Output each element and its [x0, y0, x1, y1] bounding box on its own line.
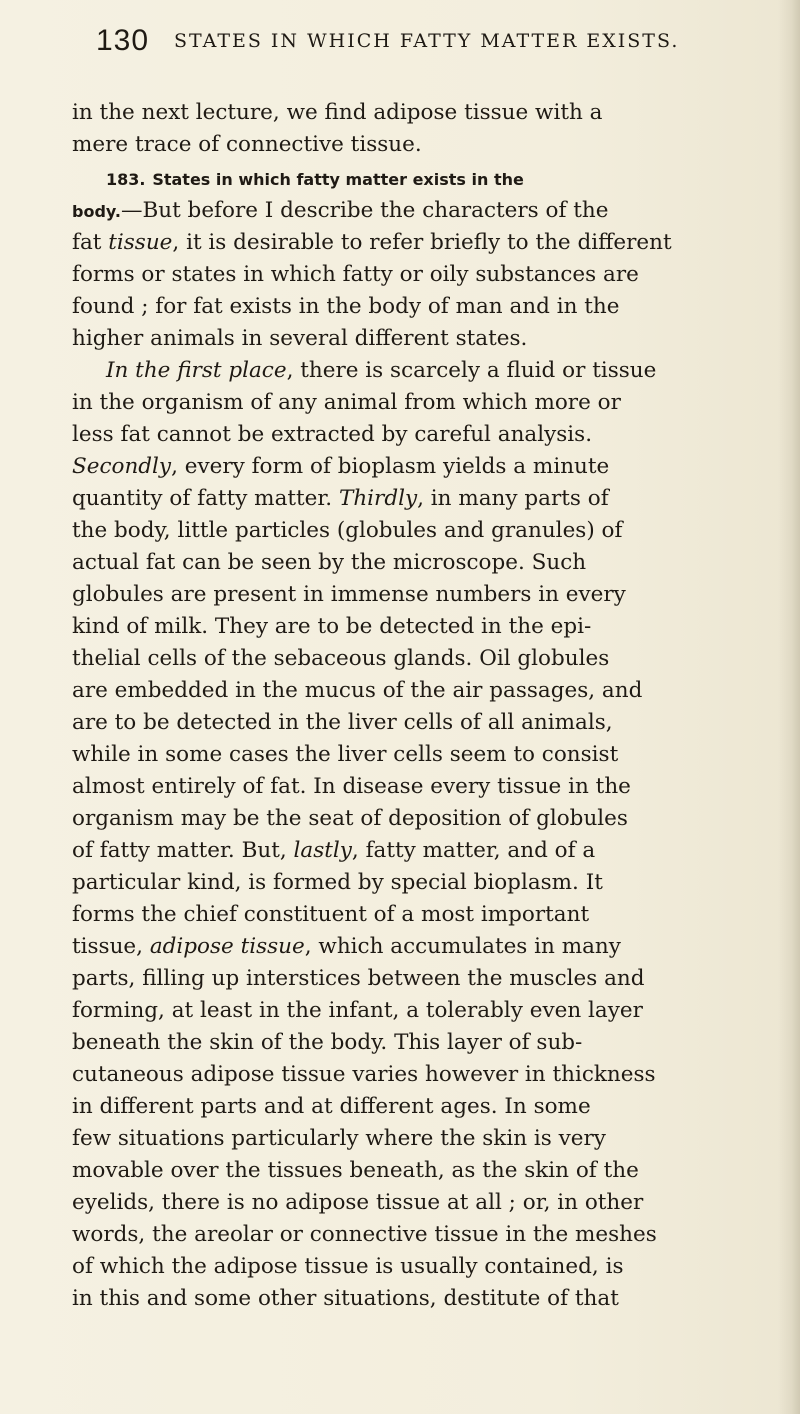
text-line: forming, at least in the infant, a tolerably even layer	[72, 998, 643, 1023]
text-line: Secondly, every form of bioplasm yields a minute	[72, 454, 610, 479]
text-line: are to be detected in the liver cells of all animals,	[72, 710, 613, 735]
text-line: in this and some other situations, destitute of that	[72, 1286, 619, 1311]
text-line: less fat cannot be extracted by careful analysis.	[72, 422, 593, 447]
text-line: mere trace of connective tissue.	[72, 132, 422, 157]
running-head: STATES IN WHICH FATTY MATTER EXISTS.	[174, 30, 680, 52]
text-line: fat tissue, it is desirable to refer briefly to the different	[72, 230, 672, 255]
text-line: beneath the skin of the body. This layer of sub-	[72, 1030, 583, 1055]
text-line: in the next lecture, we find adipose tissue with a	[72, 100, 603, 125]
text-line: of fatty matter. But, lastly, fatty matter, and of a	[72, 838, 596, 863]
text-line: particular kind, is formed by special bioplasm. It	[72, 870, 603, 895]
text-line: organism may be the seat of deposition of globules	[72, 806, 628, 831]
page-header	[96, 20, 736, 60]
text-line: cutaneous adipose tissue varies however in thickness	[72, 1062, 656, 1087]
text-line: movable over the tissues beneath, as the skin of the	[72, 1158, 639, 1183]
text-line: forms the chief constituent of a most important	[72, 902, 590, 927]
text-line: higher animals in several different states.	[72, 326, 528, 351]
body-text	[72, 98, 742, 1311]
text-line: parts, filling up interstices between the muscles and	[72, 966, 645, 991]
text-line: thelial cells of the sebaceous glands. Oil globules	[72, 646, 610, 671]
text-line: of which the adipose tissue is usually contained, is	[72, 1254, 624, 1279]
section-title: States in which fatty matter exists in the	[152, 170, 524, 189]
text-line: body.—But before I describe the characters of the	[72, 198, 609, 223]
text-line: in different parts and at different ages. In some	[72, 1094, 591, 1119]
text-line: found ; for fat exists in the body of man and in the	[72, 294, 620, 319]
text-line: are embedded in the mucus of the air passages, and	[72, 678, 643, 703]
text-line: In the first place, there is scarcely a fluid or tissue	[106, 358, 657, 383]
text-line: forms or states in which fatty or oily substances are	[72, 262, 639, 287]
text-line: eyelids, there is no adipose tissue at all ; or, in other	[72, 1190, 644, 1215]
text-line: words, the areolar or connective tissue in the meshes	[72, 1222, 657, 1247]
text-line: few situations particularly where the skin is very	[72, 1126, 606, 1151]
section-heading	[106, 164, 524, 194]
text-line: almost entirely of fat. In disease every tissue in the	[72, 774, 631, 799]
text-line: quantity of fatty matter. Thirdly, in many parts of	[72, 486, 609, 511]
section-number: 183.	[106, 170, 146, 189]
text-line: tissue, adipose tissue, which accumulates in many	[72, 934, 621, 959]
section-title-end: body.	[72, 202, 121, 221]
page-number: 130	[96, 24, 150, 57]
text-line: kind of milk. They are to be detected in the epi-	[72, 614, 592, 639]
text-line: the body, little particles (globules and granules) of	[72, 518, 623, 543]
text-line: in the organism of any animal from which more or	[72, 390, 621, 415]
page-edge-shadow	[778, 0, 800, 1414]
text-line: globules are present in immense numbers in every	[72, 582, 626, 607]
text-line: actual fat can be seen by the microscope. Such	[72, 550, 587, 575]
text-line: while in some cases the liver cells seem to consist	[72, 742, 619, 767]
